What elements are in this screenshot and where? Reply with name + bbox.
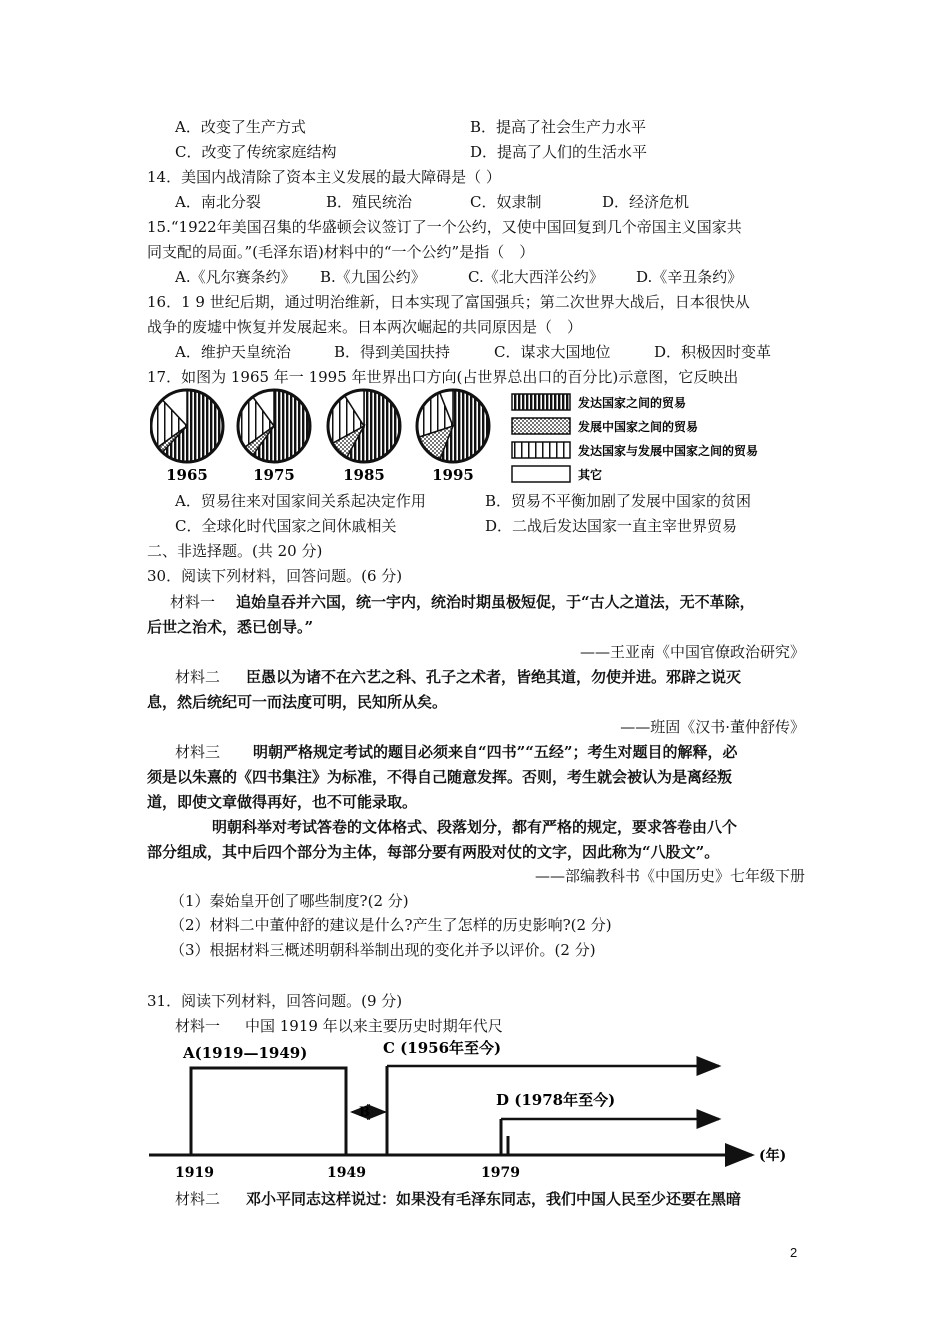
q15-stem-line1: 15.“1922年美国召集的华盛顿会议签订了一个公约，又使中国回复到几个帝国主义国家共 — [147, 218, 742, 236]
q13-option-a: A．改变了生产方式 — [175, 118, 306, 136]
legend-label-1: 发达国家之间的贸易 — [578, 396, 687, 410]
q15-option-a: A.《凡尔赛条约》 — [175, 268, 296, 286]
q30-material1-source: ——王亚南《中国官僚政治研究》 — [579, 643, 805, 661]
q15-stem-line2: 同支配的局面。”(毛泽东语)材料中的“一个公约”是指（ ） — [147, 243, 535, 261]
q30-material1-line2: 后世之治术，悉已创导。” — [147, 618, 314, 636]
q30-material1-label: 材料一 — [170, 593, 216, 611]
q31-material1-title: 中国 1919 年以来主要历史时期年代尺 — [245, 1017, 503, 1035]
q30-material3-line4: 明朝科举对考试答卷的文体格式、段落划分，都有严格的规定，要求答卷由八个 — [212, 818, 738, 836]
q17-option-a: A．贸易往来对国家间关系起决定作用 — [175, 492, 426, 510]
legend-swatch-4 — [512, 466, 570, 482]
q31-material2-line1: 邓小平同志这样说过：如果没有毛泽东同志，我们中国人民至少还要在黑暗 — [246, 1190, 742, 1208]
page-number: 2 — [790, 1245, 798, 1260]
q30-material2-line2: 息，然后统纪可一而法度可明，民知所从矣。 — [147, 693, 448, 711]
timeline-label-d: D (1978年至今) — [496, 1091, 616, 1109]
q14-option-a: A．南北分裂 — [175, 193, 261, 211]
q30-material2-source: ——班固《汉书·董仲舒传》 — [620, 718, 805, 736]
timeline-tick-1919: 1919 — [175, 1165, 214, 1181]
q16-stem-line1: 16．1 9 世纪后期，通过明治维新，日本实现了富国强兵；第二次世界大战后，日本很快从 — [147, 293, 750, 311]
timeline-tick-1949: 1949 — [327, 1165, 366, 1181]
q17-stem: 17．如图为 1965 年一 1995 年世界出口方向(占世界总出口的百分比)示意图，它反映出 — [147, 368, 739, 386]
timeline-period-a-box — [191, 1068, 346, 1155]
q30-material3-line1: 明朝严格规定考试的题目必须来自“四书”“五经”；考生对题目的解释，必 — [253, 743, 738, 761]
history-timeline-figure — [147, 1038, 807, 1183]
timeline-label-b: B — [359, 1105, 370, 1120]
timeline-axis-unit: (年) — [759, 1148, 787, 1164]
legend-swatch-3 — [512, 442, 570, 458]
q16-stem-line2: 战争的废墟中恢复并发展起来。日本两次崛起的共同原因是（ ） — [147, 318, 583, 336]
q13-option-b: B．提高了社会生产力水平 — [470, 118, 647, 136]
q15-option-d: D.《辛丑条约》 — [636, 268, 743, 286]
legend-swatch-1 — [512, 394, 570, 410]
q30-material3-source: ——部编教科书《中国历史》七年级下册 — [534, 867, 805, 885]
q30-material3-label: 材料三 — [175, 743, 221, 761]
q31-stem: 31．阅读下列材料，回答问题。(9 分) — [147, 992, 403, 1010]
q31-material1-label: 材料一 — [175, 1017, 221, 1035]
q30-material1-line1: 追始皇吞并六国，统一宇内，统治时期虽极短促，于“古人之道法，无不革除， — [236, 593, 755, 611]
legend-label-2: 发展中国家之间的贸易 — [578, 420, 699, 434]
section2-heading: 二、非选择题。(共 20 分) — [147, 542, 323, 560]
q30-subquestion-1: （1）秦始皇开创了哪些制度?(2 分) — [170, 892, 409, 910]
q13-option-c: C．改变了传统家庭结构 — [175, 143, 337, 161]
q31-material2-label: 材料二 — [175, 1190, 221, 1208]
legend-label-4: 其它 — [578, 468, 603, 482]
q30-subquestion-2: （2）材料二中董仲舒的建议是什么?产生了怎样的历史影响?(2 分) — [170, 916, 612, 934]
pie-year-label-1995: 1995 — [432, 466, 474, 484]
q16-option-b: B．得到美国扶持 — [334, 343, 451, 361]
timeline-tick-1979: 1979 — [481, 1165, 520, 1181]
q14-option-c: C．奴隶制 — [470, 193, 542, 211]
q14-stem: 14．美国内战清除了资本主义发展的最大障碍是（ ） — [147, 168, 501, 186]
q17-option-c: C．全球化时代国家之间休戚相关 — [175, 517, 397, 535]
q30-material3-line5: 部分组成，其中后四个部分为主体，每部分要有两股对仗的文字，因此称为“八股文”。 — [147, 843, 720, 861]
pie-year-label-1985: 1985 — [343, 466, 385, 484]
q30-material3-line3: 道，即使文章做得再好，也不可能录取。 — [147, 793, 418, 811]
q30-material2-label: 材料二 — [175, 668, 221, 686]
timeline-label-c: C (1956年至今) — [383, 1039, 502, 1057]
pie-year-label-1975: 1975 — [253, 466, 295, 484]
q14-option-d: D．经济危机 — [602, 193, 690, 211]
q16-option-d: D．积极因时变革 — [654, 343, 772, 361]
q30-subquestion-3: （3）根据材料三概述明朝科举制出现的变化并予以评价。(2 分) — [170, 941, 596, 959]
q30-material2-line1: 臣愚以为诸不在六艺之科、孔子之术者，皆绝其道，勿使并进。邪辟之说灭 — [246, 668, 742, 686]
q17-option-b: B．贸易不平衡加剧了发展中国家的贫困 — [485, 492, 752, 510]
legend-label-3: 发达国家与发展中国家之间的贸易 — [578, 444, 759, 458]
q16-option-c: C．谋求大国地位 — [494, 343, 611, 361]
q17-option-d: D．二战后发达国家一直主宰世界贸易 — [485, 517, 738, 535]
timeline-label-a: A(1919—1949) — [183, 1044, 308, 1062]
q30-material3-line2: 须是以朱熹的《四书集注》为标准，不得自己随意发挥。否则，考生就会被认为是离经叛 — [147, 768, 733, 786]
q30-stem: 30．阅读下列材料，回答问题。(6 分) — [147, 567, 403, 585]
export-direction-pie-figure — [150, 388, 830, 486]
q14-option-b: B．殖民统治 — [326, 193, 413, 211]
q16-option-a: A．维护天皇统治 — [175, 343, 291, 361]
q15-option-c: C.《北大西洋公约》 — [468, 268, 604, 286]
pie-year-label-1965: 1965 — [166, 466, 208, 484]
q13-option-d: D．提高了人们的生活水平 — [470, 143, 648, 161]
legend-swatch-2 — [512, 418, 570, 434]
q15-option-b: B.《九国公约》 — [320, 268, 426, 286]
